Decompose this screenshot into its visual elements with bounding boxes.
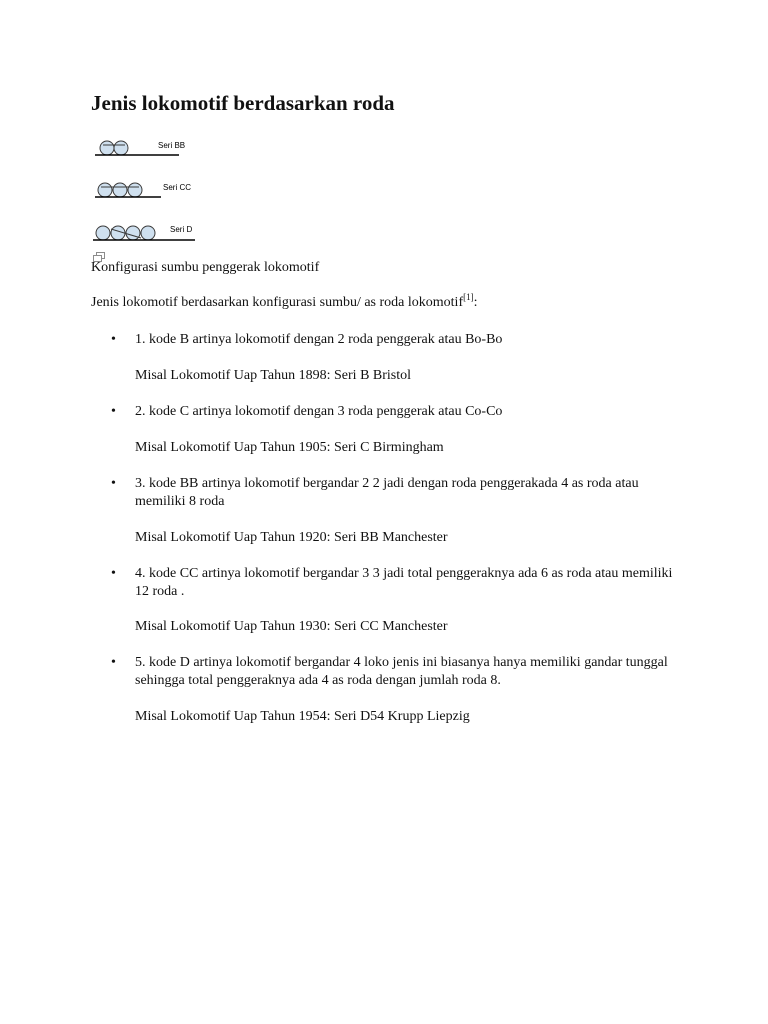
list-item-example: Misal Lokomotif Uap Tahun 1905: Seri C Birmingham xyxy=(135,440,444,455)
list-item-example: Misal Lokomotif Uap Tahun 1930: Seri CC Manchester xyxy=(135,619,448,634)
diagram-label-d: Seri D xyxy=(170,225,193,234)
wheel-arrangement-cc-icon xyxy=(91,178,201,202)
intro-text: Jenis lokomotif berdasarkan konfigurasi sumbu/ as roda lokomotif xyxy=(91,295,464,310)
image-caption: Konfigurasi sumbu penggerak lokomotif xyxy=(91,260,320,275)
wheel-diagram-bb xyxy=(91,136,201,160)
list-item: 3. kode BB artinya lokomotif bergandar 2 2 jadi dengan roda penggerakada 4 as roda atau memiliki 8 roda xyxy=(135,476,639,509)
intro-paragraph xyxy=(91,294,478,312)
list-bullet: • xyxy=(111,566,116,581)
list-item-example: Misal Lokomotif Uap Tahun 1898: Seri B Bristol xyxy=(135,368,412,383)
list-item: 1. kode B artinya lokomotif dengan 2 roda penggerak atau Bo-Bo xyxy=(135,332,503,347)
list-bullet: • xyxy=(111,332,116,347)
list-bullet: • xyxy=(111,476,116,491)
list-item: 4. kode CC artinya lokomotif bergandar 3 3 jadi total penggeraknya ada 6 as roda atau memiliki 12 roda . xyxy=(135,566,673,599)
list-item-example: Misal Lokomotif Uap Tahun 1954: Seri D54 Krupp Liepzig xyxy=(135,709,470,724)
wheel-arrangement-bb-icon xyxy=(91,136,201,160)
diagram-label-bb: Seri BB xyxy=(158,141,186,150)
list-bullet: • xyxy=(111,655,116,670)
list-bullet: • xyxy=(111,404,116,419)
page-title: Jenis lokomotif berdasarkan roda xyxy=(91,91,395,115)
list-item: 5. kode D artinya lokomotif bergandar 4 loko jenis ini biasanya hanya memiliki gandar tunggal sehingga total penggeraknya ada 4 as roda dengan jumlah roda 8. xyxy=(135,655,668,688)
reference-link[interactable]: [1] xyxy=(463,292,474,302)
wheel-diagram-d xyxy=(91,221,201,245)
list-item: 2. kode C artinya lokomotif dengan 3 roda penggerak atau Co-Co xyxy=(135,404,503,419)
wheel-arrangement-d-icon xyxy=(91,221,201,245)
wheel-diagram-cc xyxy=(91,178,201,202)
diagram-label-cc: Seri CC xyxy=(163,183,192,192)
list-item-example: Misal Lokomotif Uap Tahun 1920: Seri BB Manchester xyxy=(135,530,448,545)
enlarge-icon[interactable] xyxy=(93,249,105,259)
intro-suffix: : xyxy=(473,295,478,310)
